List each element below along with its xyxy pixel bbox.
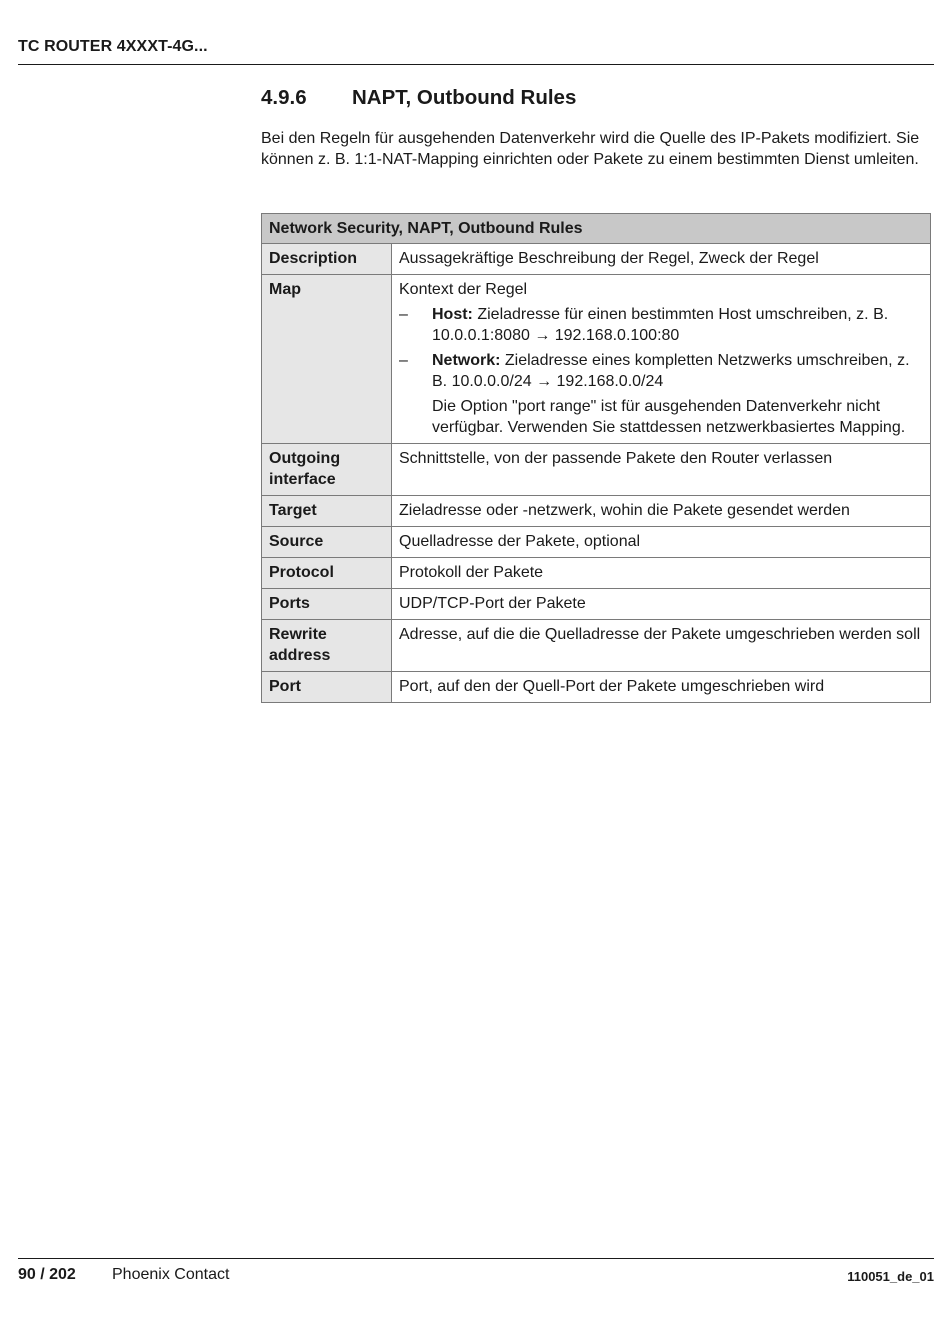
row-label: Rewrite address (262, 620, 392, 672)
list-item-term: Host: (432, 306, 473, 323)
row-description: Protokoll der Pakete (392, 558, 931, 589)
list-item (399, 350, 922, 392)
table-row (262, 527, 931, 558)
table-row (262, 275, 931, 444)
page-number: 90 / 202 (18, 1266, 76, 1283)
intro-paragraph: Bei den Regeln für ausgehenden Datenverkehr wird die Quelle des IP-Pakets modifiziert. Sie können z. B. 1:1-NAT-Mapping einrichten oder Pakete zu einem bestimmten Dienst umleiten. (261, 130, 920, 168)
row-label: Description (262, 244, 392, 275)
section-number: 4.9.6 (261, 86, 307, 109)
row-description: Port, auf den der Quell-Port der Pakete umgeschrieben wird (392, 672, 931, 703)
table-row (262, 589, 931, 620)
table-caption: Network Security, NAPT, Outbound Rules (262, 214, 931, 244)
table-row (262, 620, 931, 672)
row-label: Source (262, 527, 392, 558)
row-description: Adresse, auf die die Quelladresse der Pakete umgeschrieben werden soll (392, 620, 931, 672)
row-label: Map (262, 275, 392, 444)
section-heading (261, 86, 576, 110)
row-label: Outgoing interface (262, 444, 392, 496)
list-item-text: Zieladresse für einen bestimmten Host umschreiben, z. B. 10.0.0.1:8080 → 192.168.0.100:80 (432, 306, 889, 344)
company-name: Phoenix Contact (112, 1266, 230, 1283)
map-options-list (399, 304, 922, 392)
list-item-term: Network: (432, 352, 501, 369)
table-row (262, 672, 931, 703)
row-label: Ports (262, 589, 392, 620)
section-title: NAPT, Outbound Rules (352, 86, 577, 109)
table-row (262, 558, 931, 589)
row-description: UDP/TCP-Port der Pakete (392, 589, 931, 620)
header-divider (18, 64, 934, 65)
outbound-rules-table (261, 213, 931, 703)
table-row (262, 496, 931, 527)
table-row (262, 444, 931, 496)
row-label: Target (262, 496, 392, 527)
row-label: Port (262, 672, 392, 703)
footer-divider (18, 1258, 934, 1259)
document-id: 110051_de_01 (847, 1269, 934, 1284)
row-description (392, 275, 931, 444)
list-item-text: Zieladresse eines kompletten Netzwerks umschreiben, z. B. 10.0.0.0/24 → 192.168.0.0/24 (432, 352, 910, 390)
map-note: Die Option "port range" ist für ausgehenden Datenverkehr nicht verfügbar. Verwenden Sie stattdessen netzwerkbasiertes Mapping. (432, 398, 906, 436)
map-context-text: Kontext der Regel (399, 281, 528, 298)
row-description: Schnittstelle, von der passende Pakete den Router verlassen (392, 444, 931, 496)
row-description: Quelladresse der Pakete, optional (392, 527, 931, 558)
row-label: Protocol (262, 558, 392, 589)
document-header-title: TC ROUTER 4XXXT-4G... (18, 38, 208, 55)
list-item (399, 304, 922, 346)
row-description: Aussagekräftige Beschreibung der Regel, Zweck der Regel (392, 244, 931, 275)
table-caption-row (262, 214, 931, 244)
row-description: Zieladresse oder -netzwerk, wohin die Pakete gesendet werden (392, 496, 931, 527)
table-row (262, 244, 931, 275)
